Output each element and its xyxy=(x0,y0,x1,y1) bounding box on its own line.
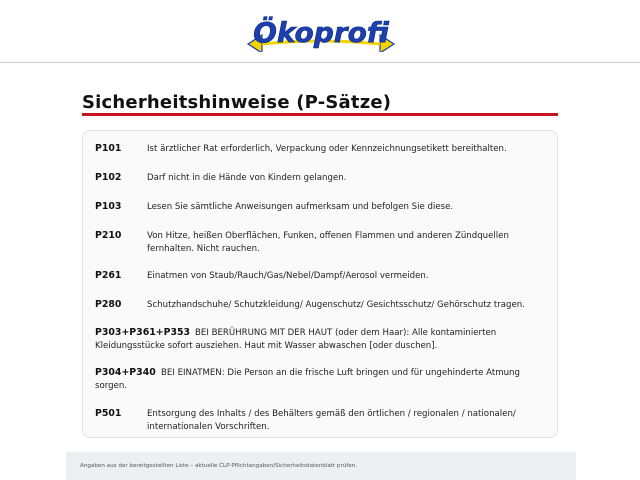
statement-code: P303+P361+P353 xyxy=(95,327,191,338)
statement-text: Schutzhandschuhe/ Schutzkleidung/ Augenschutz/ Gesichtsschutz/ Gehörschutz tragen. xyxy=(147,300,525,310)
footer-note: Angaben aus der bereitgestellten Liste – aktuelle CLP-Pflichtangaben/Sicherheitsdatenblatt prüfen. xyxy=(80,463,358,469)
statement-code: P501 xyxy=(95,408,122,419)
statement-code: P280 xyxy=(95,299,122,310)
site-header xyxy=(0,0,640,63)
statement-text: BEI BERÜHRUNG MIT DER HAUT (oder dem Haar): Alle kontaminierten Kleidungsstücke sofort ausziehen. Haut mit Wasser abwaschen [oder duschen]. xyxy=(95,328,497,351)
statement-text: Darf nicht in die Hände von Kindern gelangen. xyxy=(147,173,347,183)
statement-text: Einatmen von Staub/Rauch/Gas/Nebel/Dampf/Aerosol vermeiden. xyxy=(147,271,429,281)
title-underline xyxy=(82,113,558,116)
page-title: Sicherheitshinweise (P-Sätze) xyxy=(82,92,392,113)
statement-text: Entsorgung des Inhalts / des Behälters gemäß den örtlichen / regionalen / nationalen/ internationalen Vorschriften. xyxy=(147,409,516,432)
statement-code: P102 xyxy=(95,172,122,183)
footer xyxy=(66,452,576,480)
statement-code: P304+P340 xyxy=(95,367,156,378)
statement-text: Lesen Sie sämtliche Anweisungen aufmerksam und befolgen Sie diese. xyxy=(147,202,454,212)
statement-code: P210 xyxy=(95,230,122,241)
logo-wordmark: Ökoprofi xyxy=(253,16,389,49)
statement-text: Ist ärztlicher Rat erforderlich, Verpackung oder Kennzeichnungsetikett bereithalten. xyxy=(147,144,507,154)
oekoprofi-logo[interactable] xyxy=(246,8,396,52)
statement-code: P261 xyxy=(95,270,122,281)
statement-text: BEI EINATMEN: Die Person an die frische Luft bringen und für ungehinderte Atmung sorgen. xyxy=(95,368,520,391)
statement-text: Von Hitze, heißen Oberflächen, Funken, offenen Flammen und anderen Zündquellen fernhalten. Nicht rauchen. xyxy=(147,231,509,254)
statements-card xyxy=(82,130,558,438)
statement-code: P103 xyxy=(95,201,122,212)
statement-code: P101 xyxy=(95,143,122,154)
